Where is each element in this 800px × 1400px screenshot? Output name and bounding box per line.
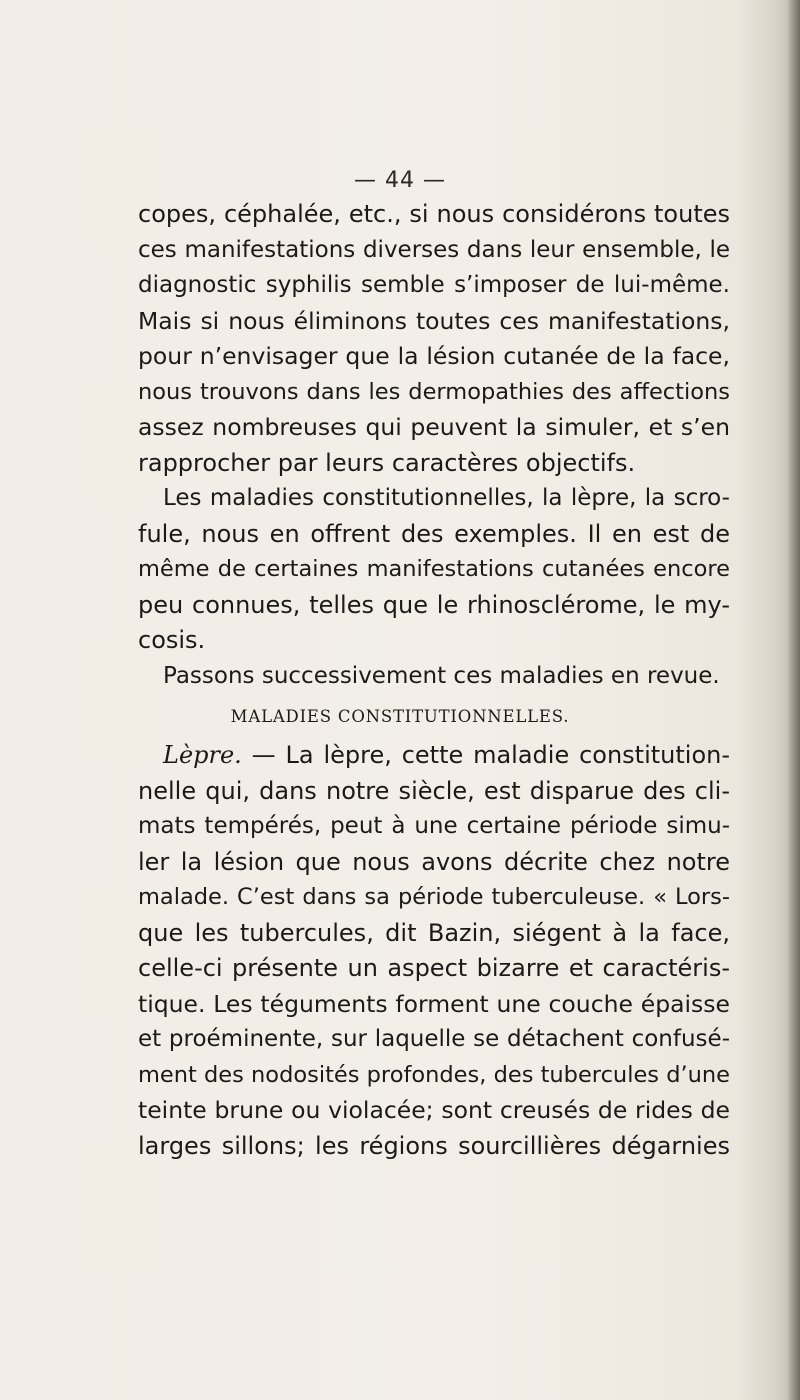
text-line: assez nombreuses qui peuvent la simuler, et s’en xyxy=(138,413,730,441)
text-line: peu connues, telles que le rhinosclérome, le my- xyxy=(138,590,730,619)
text-line: fule, nous en offrent des exemples. Il en est de xyxy=(138,519,730,548)
text-line: celle-ci présente un aspect bizarre et caractéris- xyxy=(138,954,730,982)
text-line: tique. Les téguments forment une couche épaisse xyxy=(138,989,730,1018)
page-number: — 44 — xyxy=(354,168,446,193)
lepre-first-line: — La lèpre, cette maladie constitution- xyxy=(241,741,730,769)
text-line: mats tempérés, peut à une certaine période simu- xyxy=(138,813,730,839)
text-block-top xyxy=(138,197,730,694)
text-line: pour n’envisager que la lésion cutanée de la face, xyxy=(138,342,730,370)
text-line: copes, céphalée, etc., si nous considérons toutes xyxy=(138,200,730,228)
text-line: malade. C’est dans sa période tuberculeuse. « Lors- xyxy=(138,884,730,910)
text-line: ces manifestations diverses dans leur ensemble, le xyxy=(138,236,730,263)
text-line: ment des nodosités profondes, des tubercules d’une xyxy=(138,1061,730,1088)
text-line: même de certaines manifestations cutanées encore xyxy=(138,556,730,582)
text-line: nelle qui, dans notre siècle, est disparue des cli- xyxy=(138,776,730,805)
text-line: que les tubercules, dit Bazin, siégent à la face, xyxy=(138,918,730,947)
page-edge-shadow xyxy=(786,0,800,1400)
text-line: Mais si nous éliminons toutes ces manifestations, xyxy=(138,306,730,335)
section-heading: MALADIES CONSTITUTIONNELLES. xyxy=(230,707,570,726)
text-line: diagnostic syphilis semble s’imposer de lui-même. xyxy=(138,272,730,298)
text-line: Les maladies constitutionnelles, la lèpre, la scro- xyxy=(163,485,730,511)
text-line: nous trouvons dans les dermopathies des affections xyxy=(138,378,730,405)
text-line: et proéminente, sur laquelle se détachent confusé- xyxy=(138,1026,730,1052)
text-line: cosis. xyxy=(138,626,206,654)
text-line: Passons successivement ces maladies en revue. xyxy=(163,662,720,689)
lepre-title: Lèpre. xyxy=(163,741,242,769)
text-line: larges sillons; les régions sourcillières dégarnies xyxy=(138,1131,730,1160)
text-line: ler la lésion que nous avons décrite chez notre xyxy=(138,847,730,876)
text-block-lepre xyxy=(138,738,730,1164)
text-line: rapprocher par leurs caractères objectifs. xyxy=(138,448,636,477)
text-line: teinte brune ou violacée; sont creusés de rides de xyxy=(138,1096,730,1124)
text-line xyxy=(138,738,730,774)
